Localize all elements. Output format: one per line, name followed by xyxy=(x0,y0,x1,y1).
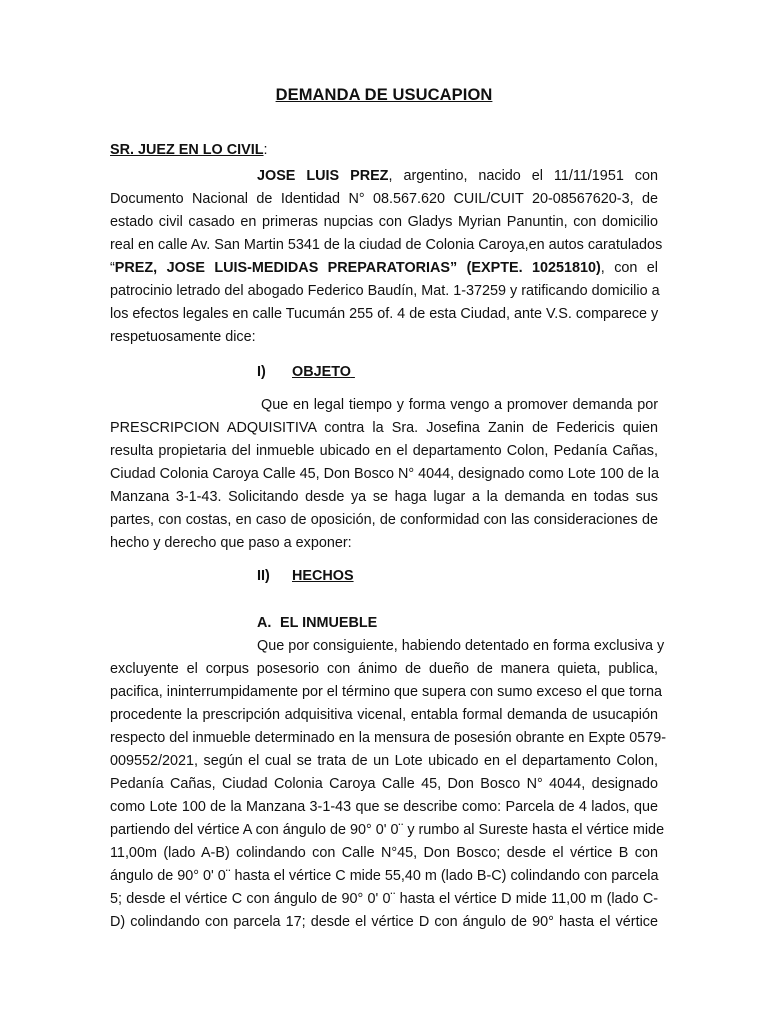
subsection-a-line-2: excluyente el corpus posesorio con ánimo de dueño de manera quieta, publica, xyxy=(110,661,658,677)
subsection-a-line-4: procedente la prescripción adquisitiva vicenal, entabla formal demanda de usucapión xyxy=(110,707,658,723)
section-1-heading: OBJETO xyxy=(292,364,351,380)
addressee-line xyxy=(110,140,658,160)
section-1-line-7: hecho y derecho que paso a exponer: xyxy=(110,535,352,551)
subsection-a-line-6: 009552/2021, según el cual se trata de un Lote ubicado en el departamento Colon, xyxy=(110,753,658,769)
section-1-line-4: Ciudad Colonia Caroya Calle 45, Don Bosco N° 4044, designado como Lote 100 de la xyxy=(110,466,659,482)
subsection-a-line-1: Que por consiguiente, habiendo detentado en forma exclusiva y xyxy=(257,638,665,654)
case-caption: PREZ, JOSE LUIS-MEDIDAS PREPARATORIAS” (EXPTE. 10251810) xyxy=(114,260,601,276)
subsection-a-heading: EL INMUEBLE xyxy=(280,615,378,631)
intro-line-8: respetuosamente dice: xyxy=(110,329,256,345)
subsection-a-line-11: ángulo de 90° 0' 0¨ hasta el vértice C mide 55,40 m (lado B-C) colindando con parcela xyxy=(110,868,659,884)
subsection-a-line-12: 5; desde el vértice C con ángulo de 90° 0' 0¨ hasta el vértice D mide 11,00 m (lado C- xyxy=(110,891,658,907)
section-1-number: I) xyxy=(257,364,266,380)
section-1-line-6: partes, con costas, en caso de oposición, de conformidad con las consideraciones de xyxy=(110,512,658,528)
intro-line-3: estado civil casado en primeras nupcias con Gladys Myrian Panuntin, con domicilio xyxy=(110,214,658,230)
section-1-line-5: Manzana 3-1-43. Solicitando desde ya se haga lugar a la demanda en todas sus xyxy=(110,489,658,505)
addressee-punct: : xyxy=(263,142,268,158)
subsection-a-line-5: respecto del inmueble determinado en la mensura de posesión obrante en Expte 0579- xyxy=(110,730,666,746)
section-1-line-2: PRESCRIPCION ADQUISITIVA contra la Sra. Josefina Zanin de Federicis quien xyxy=(110,420,658,436)
intro-line-7: los efectos legales en calle Tucumán 255 of. 4 de esta Ciudad, ante V.S. comparece y xyxy=(110,306,659,322)
subsection-a-line-9: partiendo del vértice A con ángulo de 90° 0' 0¨ y rumbo al Sureste hasta el vértice mide xyxy=(110,822,665,838)
subsection-a-line-13: D) colindando con parcela 17; desde el vértice D con ángulo de 90° hasta el vértice xyxy=(110,914,658,930)
addressee: SR. JUEZ EN LO CIVIL xyxy=(110,142,264,158)
subsection-a-line-8: como Lote 100 de la Manzana 3-1-43 que se describe como: Parcela de 4 lados, que xyxy=(110,799,658,815)
intro-line-2: Documento Nacional de Identidad N° 08.567.620 CUIL/CUIT 20-08567620-3, de xyxy=(110,191,658,207)
subsection-a-line-10: 11,00m (lado A-B) colindando con Calle N°45, Don Bosco; desde el vértice B con xyxy=(110,845,658,861)
party-name: JOSE LUIS PREZ xyxy=(257,168,389,184)
section-2-heading: HECHOS xyxy=(292,568,354,584)
intro-line-4: real en calle Av. San Martin 5341 de la ciudad de Colonia Caroya,en autos caratulados xyxy=(110,237,663,253)
subsection-a-label: A. xyxy=(257,615,272,631)
section-1-line-3: resulta propietaria del inmueble ubicado en el departamento Colon, Pedanía Cañas, xyxy=(110,443,658,459)
section-2-number: II) xyxy=(257,568,270,584)
section-1-line-1: Que en legal tiempo y forma vengo a promover demanda por xyxy=(261,397,658,413)
intro-line-6: patrocinio letrado del abogado Federico Baudín, Mat. 1-37259 y ratificando domicilio a xyxy=(110,283,660,299)
subsection-a-line-7: Pedanía Cañas, Ciudad Colonia Caroya Calle 45, Don Bosco N° 4044, designado xyxy=(110,776,658,792)
intro-line-1: JOSE LUIS PREZ, argentino, nacido el 11/11/1951 con xyxy=(257,168,658,184)
document-title: DEMANDA DE USUCAPION xyxy=(275,86,493,104)
intro-line-5: “PREZ, JOSE LUIS-MEDIDAS PREPARATORIAS” (EXPTE. 10251810), con el xyxy=(110,260,658,276)
subsection-a-line-3: pacifica, ininterrumpidamente por el término que supera con sumo exceso el que torna xyxy=(110,684,662,700)
